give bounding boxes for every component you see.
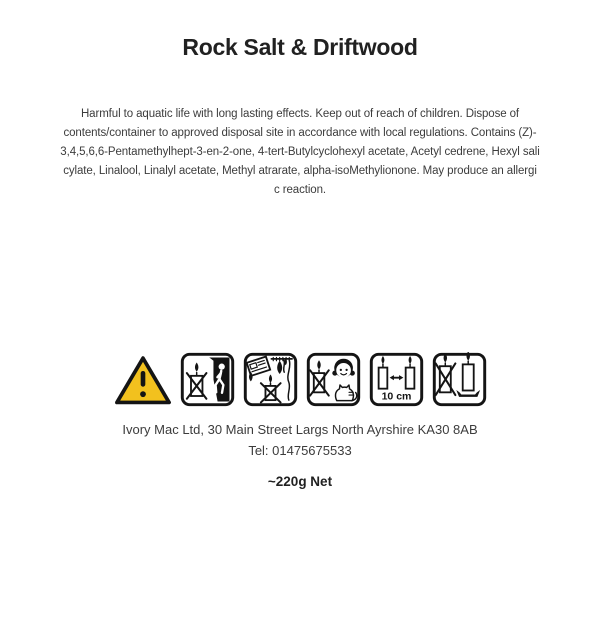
product-label — [0, 34, 600, 634]
hazard-line: contents/container to approved disposal site in accordance with local regulations. Contains (Z)- — [63, 127, 537, 139]
keep-away-from-flammable-items-icon — [243, 352, 298, 407]
distance-label: 10 cm — [381, 390, 411, 403]
hazard-statement — [0, 105, 600, 200]
keep-burning-candles-apart-icon — [369, 352, 424, 407]
never-leave-burning-candle-unattended-icon — [180, 352, 235, 407]
net-weight: ~220g Net — [267, 474, 333, 489]
warning-triangle-icon — [114, 354, 172, 407]
hazard-line: 3,4,5,6,6-Pentamethylhept-3-en-2-one, 4-tert-Butylcyclohexyl acetate, Acetyl cedrene, Hexyl sali — [60, 146, 540, 158]
use-candle-holder-icon — [432, 352, 487, 407]
manufacturer-address: Ivory Mac Ltd, 30 Main Street Largs North Ayrshire KA30 8AB — [122, 422, 478, 437]
hazard-line: cylate, Linalool, Linalyl acetate, Methyl atrarate, alpha-isoMethylionone. May produce an allergi — [63, 165, 537, 177]
safety-icons-row — [0, 352, 600, 407]
product-title: Rock Salt & Driftwood — [182, 34, 418, 60]
keep-away-from-children-and-pets-icon — [306, 352, 361, 407]
phone-number: Tel: 01475675533 — [248, 443, 352, 458]
hazard-line: c reaction. — [274, 184, 326, 196]
hazard-line: Harmful to aquatic life with long lasting effects. Keep out of reach of children. Dispose of — [80, 108, 520, 120]
manufacturer-info — [0, 419, 600, 461]
